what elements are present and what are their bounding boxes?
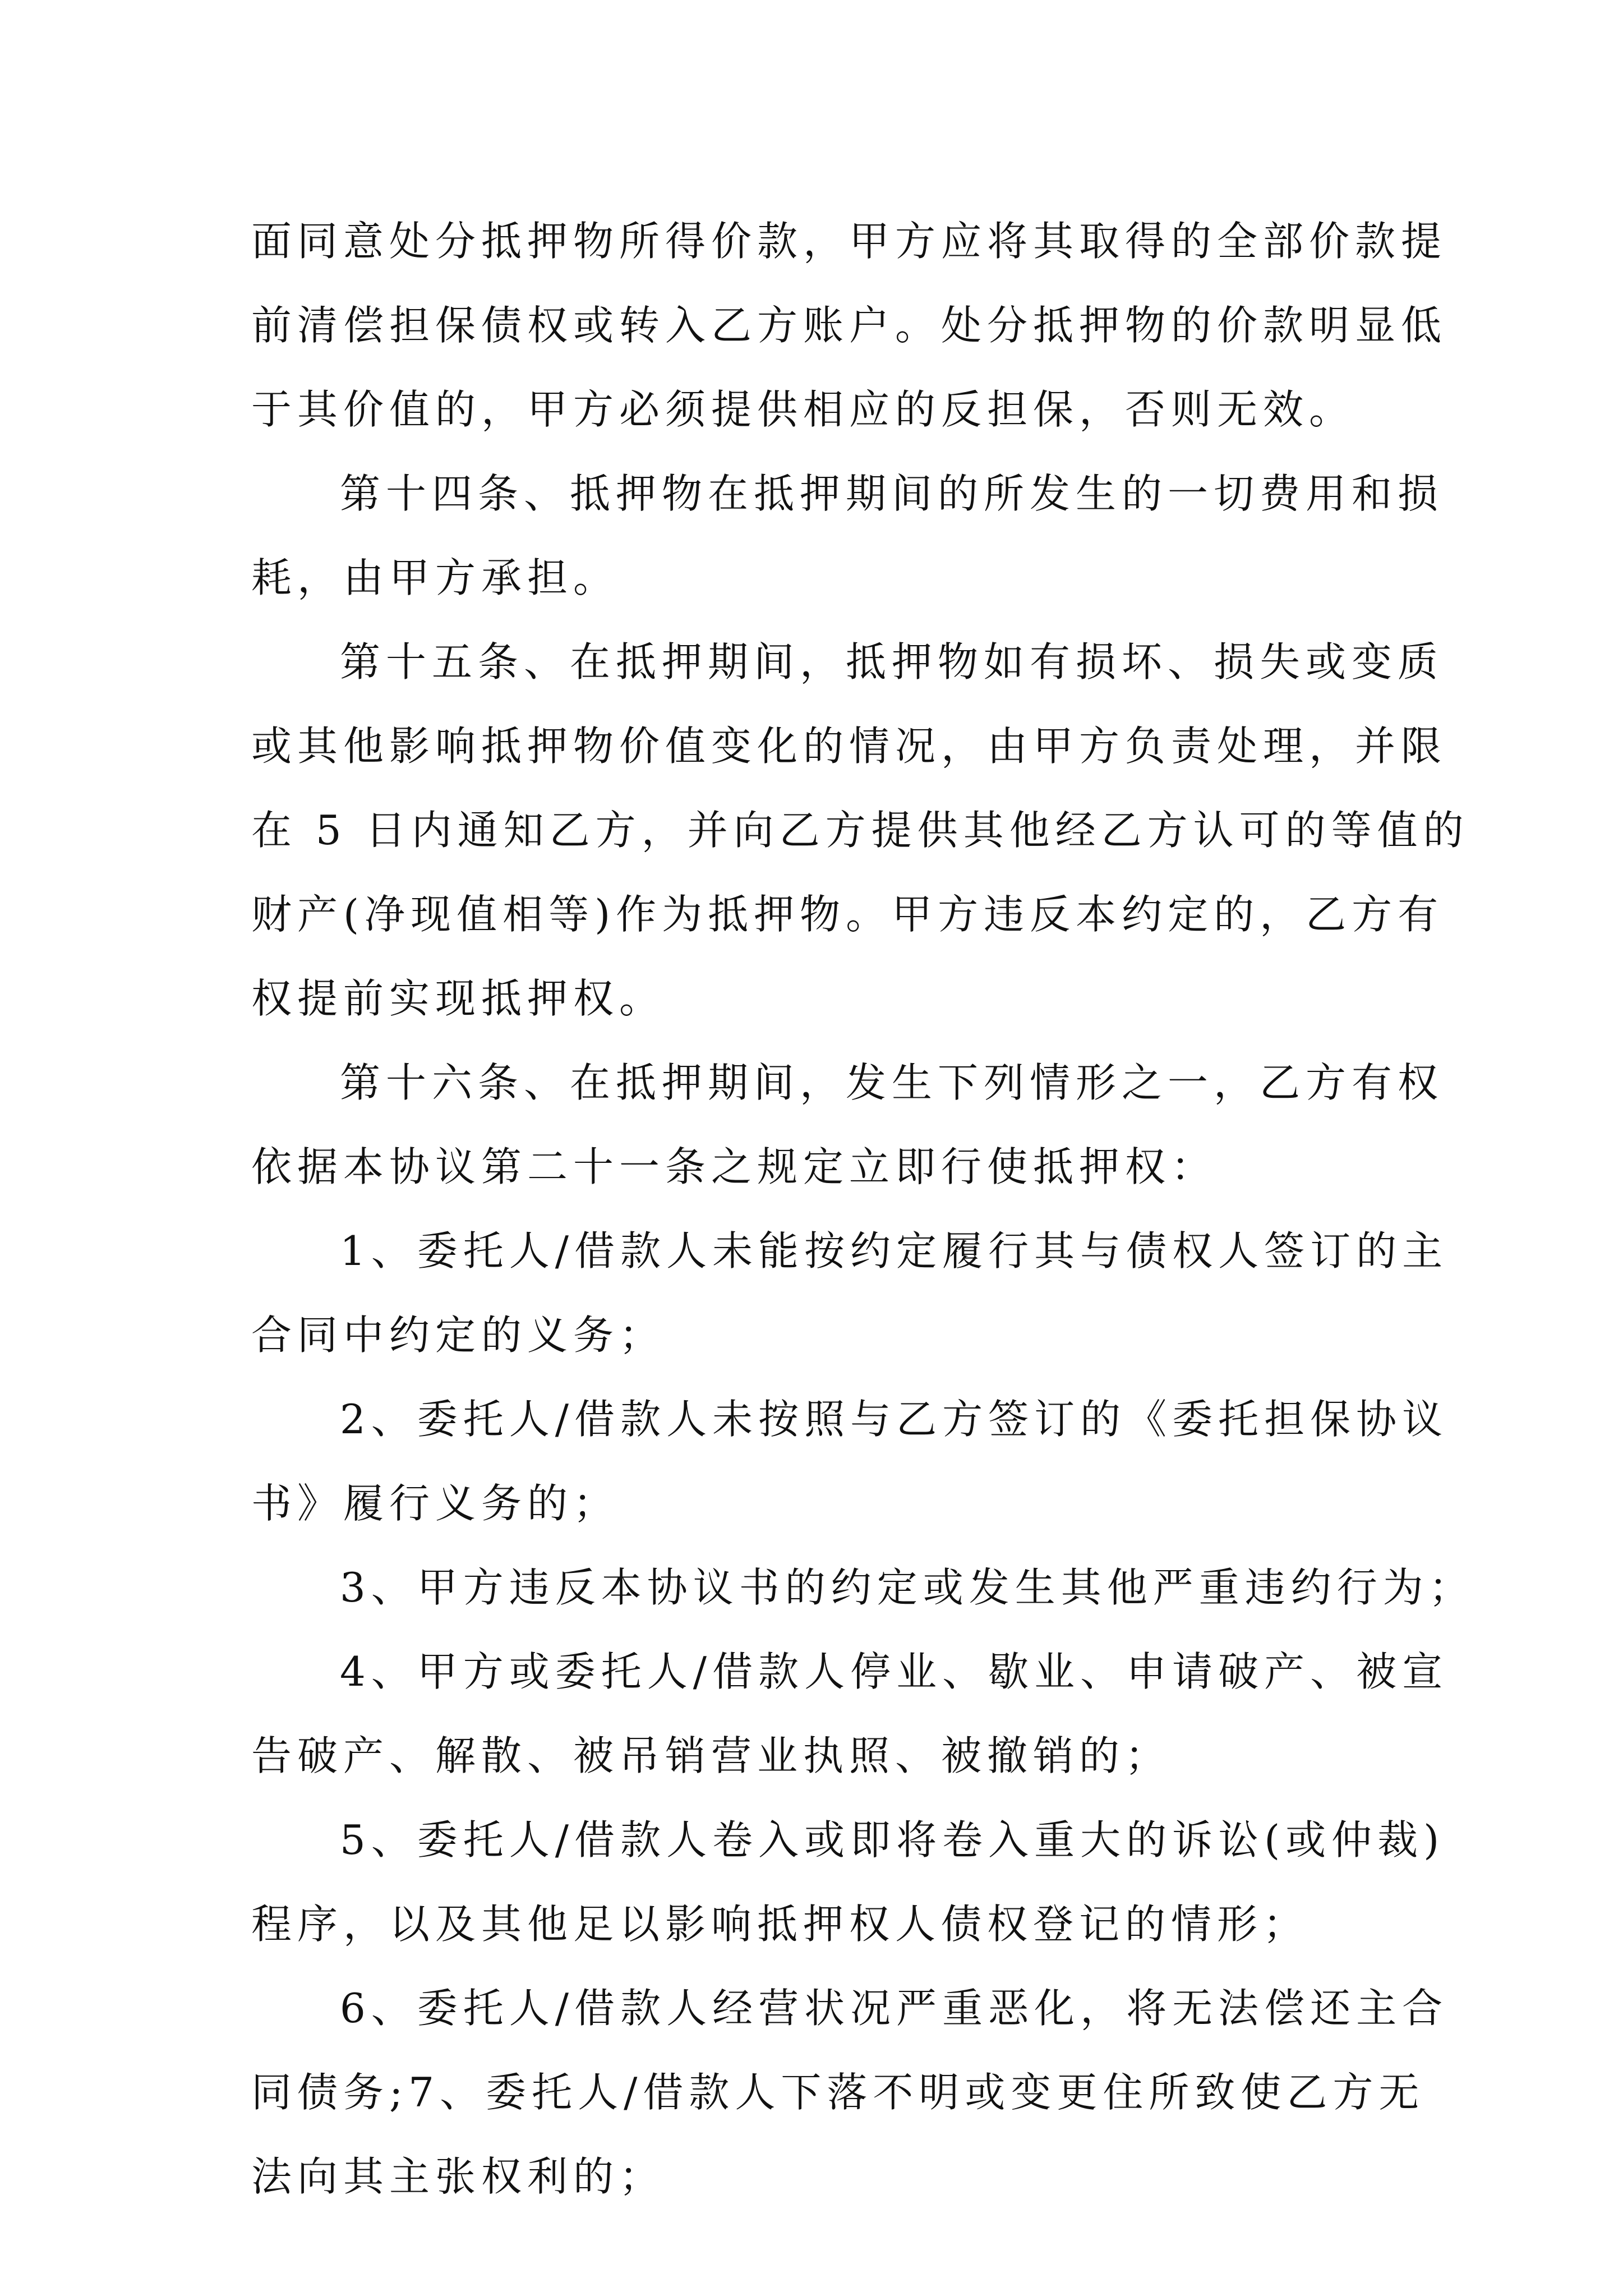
article-14-start: 第十四条、抵押物在抵押期间的所发生的一切费用和损 (340, 470, 1444, 517)
list-item-2: 2、委托人/借款人未按照与乙方签订的《委托担保协议 (340, 1396, 1449, 1443)
list-item-3: 3、甲方违反本协议书的约定或发生其他严重违约行为； (340, 1564, 1475, 1611)
list-item-1: 1、委托人/借款人未能按约定履行其与债权人签订的主 (340, 1227, 1449, 1274)
list-item-7-line: 同债务;7、委托人/借款人下落不明或变更住所致使乙方无 (251, 2069, 1425, 2116)
text-line: 耗，由甲方承担。 (251, 554, 620, 601)
text-line: 面同意处分抵押物所得价款，甲方应将其取得的全部价款提 (251, 218, 1447, 265)
text-line: 于其价值的，甲方必须提供相应的反担保，否则无效。 (251, 386, 1355, 433)
text-line: 或其他影响抵押物价值变化的情况，由甲方负责处理，并限 (251, 723, 1447, 770)
text-line: 在 5 日内通知乙方，并向乙方提供其他经乙方认可的等值的 (251, 807, 1469, 854)
text-line: 权提前实现抵押权。 (251, 975, 666, 1022)
article-16-start: 第十六条、在抵押期间，发生下列情形之一，乙方有权 (340, 1059, 1444, 1106)
text-line: 书》履行义务的； (251, 1480, 620, 1527)
list-item-4: 4、甲方或委托人/借款人停业、歇业、申请破产、被宣 (340, 1648, 1449, 1695)
list-item-5: 5、委托人/借款人卷入或即将卷入重大的诉讼(或仲裁) (340, 1816, 1445, 1864)
text-line: 合同中约定的义务； (251, 1312, 666, 1359)
text-line: 告破产、解散、被吊销营业执照、被撤销的； (251, 1732, 1172, 1779)
text-line: 依据本协议第二十一条之规定立即行使抵押权： (251, 1143, 1218, 1190)
list-item-6: 6、委托人/借款人经营状况严重恶化，将无法偿还主合 (340, 1985, 1449, 2032)
text-line: 前清偿担保债权或转入乙方账户。处分抵押物的价款明显低 (251, 302, 1447, 349)
text-line: 法向其主张权利的； (251, 2153, 666, 2200)
article-15-start: 第十五条、在抵押期间，抵押物如有损坏、损失或变质 (340, 638, 1444, 685)
text-line: 程序，以及其他足以影响抵押权人债权登记的情形； (251, 1901, 1310, 1948)
text-line: 财产(净现值相等)作为抵押物。甲方违反本约定的，乙方有 (251, 891, 1444, 938)
document-body (251, 199, 1475, 2219)
